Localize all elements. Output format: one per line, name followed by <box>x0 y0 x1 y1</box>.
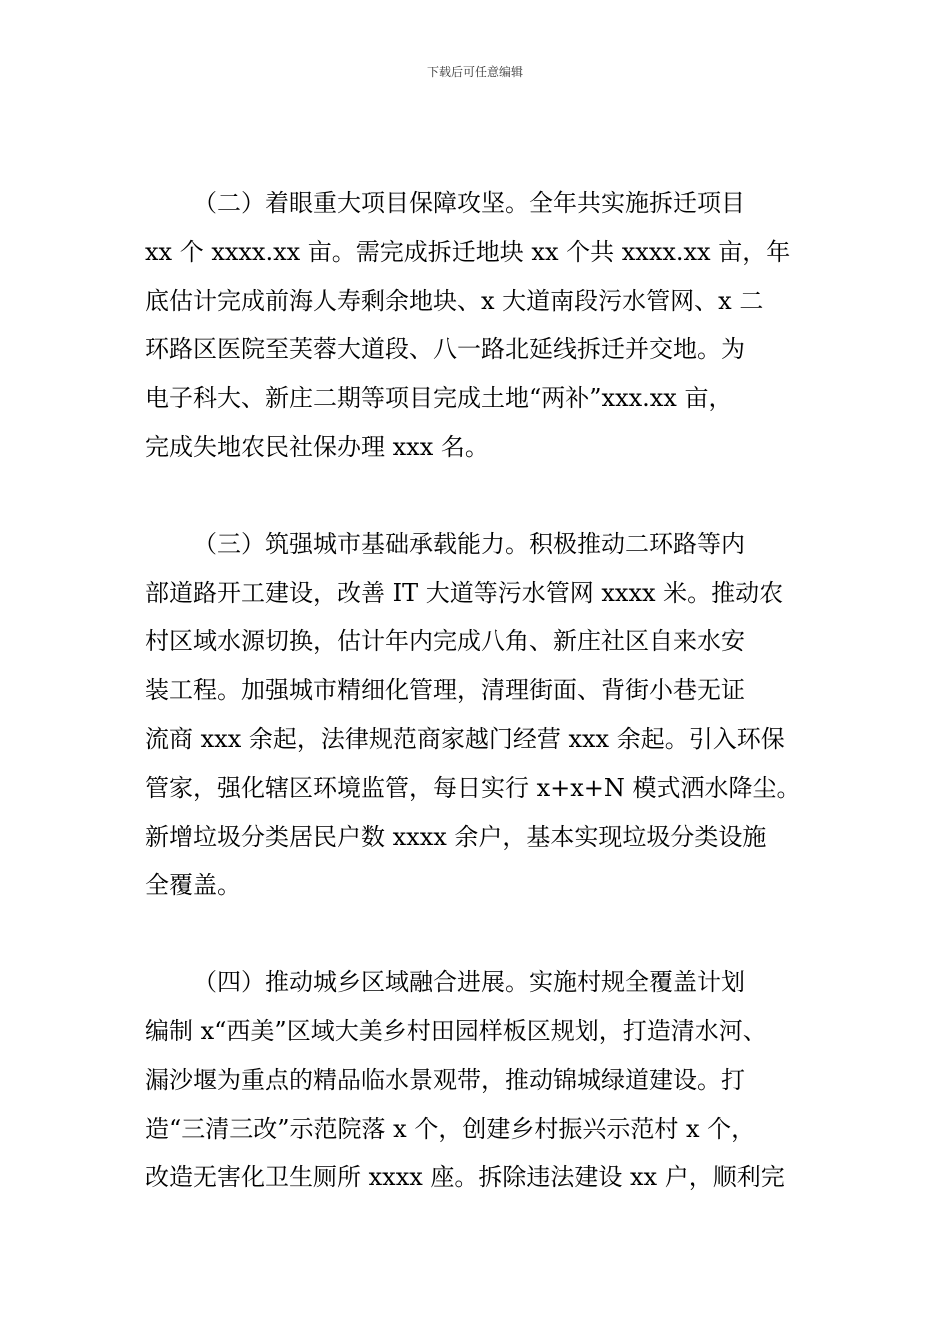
paragraph-line: （二）着眼重大项目保障攻坚。全年共实施拆迁项目 <box>193 189 745 217</box>
paragraph-line: 部道路开工建设，改善 IT 大道等污水管网 xxxx 米。推动农 <box>145 578 784 607</box>
paragraph-line: 改造无害化卫生厕所 xxxx 座。拆除违法建设 xx 户，顺利完 <box>145 1163 785 1192</box>
paragraph-3 <box>145 520 830 910</box>
paragraph-line: 环路区医院至芙蓉大道段、八一路北延线拆迁并交地。为 <box>145 335 745 364</box>
paragraph-line: 完成失地农民社保办理 xxx 名。 <box>145 432 489 461</box>
paragraph-line: 电子科大、新庄二期等项目完成土地“两补”xxx.xx 亩， <box>145 384 733 413</box>
page-header: 下载后可任意编辑 <box>426 65 523 79</box>
paragraph-line: （三）筑强城市基础承载能力。积极推动二环路等内 <box>193 529 745 558</box>
paragraph-line: 管家，强化辖区环境监管，每日实行 x+x+N 模式洒水降尘。 <box>145 773 801 802</box>
paragraph-4 <box>145 958 830 1202</box>
paragraph-line: 装工程。加强城市精细化管理，清理街面、背街小巷无证 <box>145 676 745 705</box>
paragraph-line: 村区域水源切换，估计年内完成八角、新庄社区自来水安 <box>145 627 745 656</box>
paragraph-line: 漏沙堰为重点的精品临水景观带，推动锦城绿道建设。打 <box>145 1065 745 1094</box>
paragraph-line: xx 个 xxxx.xx 亩。需完成拆迁地块 xx 个共 xxxx.xx 亩，年 <box>145 237 791 266</box>
paragraph-line: 全覆盖。 <box>145 871 241 900</box>
paragraph-line: （四）推动城乡区域融合进展。实施村规全覆盖计划 <box>193 968 745 997</box>
paragraph-line: 编制 x“西美”区域大美乡村田园样板区规划，打造清水河、 <box>145 1016 767 1045</box>
paragraph-line: 流商 xxx 余起，法律规范商家越门经营 xxx 余起。引入环保 <box>145 724 785 753</box>
paragraph-line: 底估计完成前海人寿剩余地块、x 大道南段污水管网、x 二 <box>145 286 764 315</box>
paragraph-line: 新增垃圾分类居民户数 xxxx 余户，基本实现垃圾分类设施 <box>145 822 767 851</box>
document-body <box>145 179 830 1202</box>
paragraph-2 <box>145 179 830 472</box>
paragraph-line: 造“三清三改”示范院落 x 个，创建乡村振兴示范村 x 个， <box>145 1114 756 1143</box>
